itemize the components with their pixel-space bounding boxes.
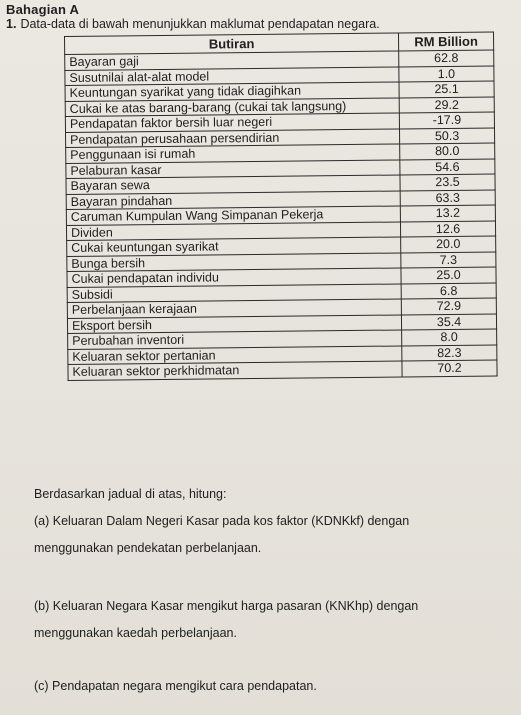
row-value: 25.0 [401,267,496,283]
question-part-a: (a) Keluaran Dalam Negeri Kasar pada kos faktor (KDNKkf) dengan menggunakan pendekatan perbelanjaan. [34,514,410,555]
row-item: Subsidi [67,283,401,302]
row-item: Bayaran pindahan [66,190,400,209]
row-item: Keluaran sektor pertanian [68,345,402,364]
row-value: 1.0 [399,66,494,82]
row-item: Susutnilai alat-alat model [65,66,399,85]
question-number: 1. [6,17,17,31]
row-value: -17.9 [399,112,494,128]
row-item: Pelaburan kasar [66,159,400,178]
row-item: Caruman Kumpulan Wang Simpanan Pekerja [66,206,400,225]
row-value: 63.3 [400,189,495,205]
header-value: RM Billion [398,32,493,51]
question-intro [6,17,380,31]
question-part-c: (c) Pendapatan negara mengikut cara pendapatan. [34,679,317,693]
row-value: 29.2 [399,96,494,112]
section-title: Bahagian A [6,2,80,17]
question-text: Data-data di bawah menunjukkan maklumat pendapatan negara. [20,17,380,31]
row-value: 7.3 [401,251,496,267]
row-item: Bunga bersih [67,252,401,271]
header-item: Butiran [65,33,399,54]
question-part-b: (b) Keluaran Negara Kasar mengikut harga pasaran (KNKhp) dengan menggunakan kaedah perbelanjaan. [34,599,419,640]
row-item: Bayaran gaji [65,51,399,70]
row-item: Pendapatan faktor bersih luar negeri [65,113,399,132]
row-value: 25.1 [399,81,494,97]
row-item: Perbelanjaan kerajaan [67,299,401,318]
row-value: 13.2 [400,205,495,221]
instruction-text: Berdasarkan jadual di atas, hitung: [34,487,227,501]
table-body [65,50,497,380]
row-value: 20.0 [401,236,496,252]
row-value: 8.0 [402,329,497,345]
row-item: Dividen [66,221,400,240]
row-value: 35.4 [401,313,496,329]
row-item: Penggunaan isi rumah [66,144,400,163]
row-value: 70.2 [402,360,497,376]
row-item: Cukai pendapatan individu [67,268,401,287]
row-value: 80.0 [400,143,495,159]
row-item: Perubahan inventori [68,330,402,349]
row-value: 50.3 [399,127,494,143]
row-value: 54.6 [400,158,495,174]
row-item: Pendapatan perusahaan persendirian [66,128,400,147]
row-value: 23.5 [400,174,495,190]
row-item: Cukai keuntungan syarikat [67,237,401,256]
row-value: 72.9 [401,298,496,314]
row-item: Eksport bersih [67,314,401,333]
row-value: 62.8 [399,50,494,66]
row-item: Cukai ke atas barang-barang (cukai tak langsung) [65,97,399,116]
row-value: 12.6 [400,220,495,236]
row-item: Keuntungan syarikat yang tidak diagihkan [65,82,399,101]
row-item: Bayaran sewa [66,175,400,194]
row-value: 6.8 [401,282,496,298]
row-item: Keluaran sektor perkhidmatan [68,361,402,380]
row-value: 82.3 [402,344,497,360]
income-data-table [64,31,498,380]
